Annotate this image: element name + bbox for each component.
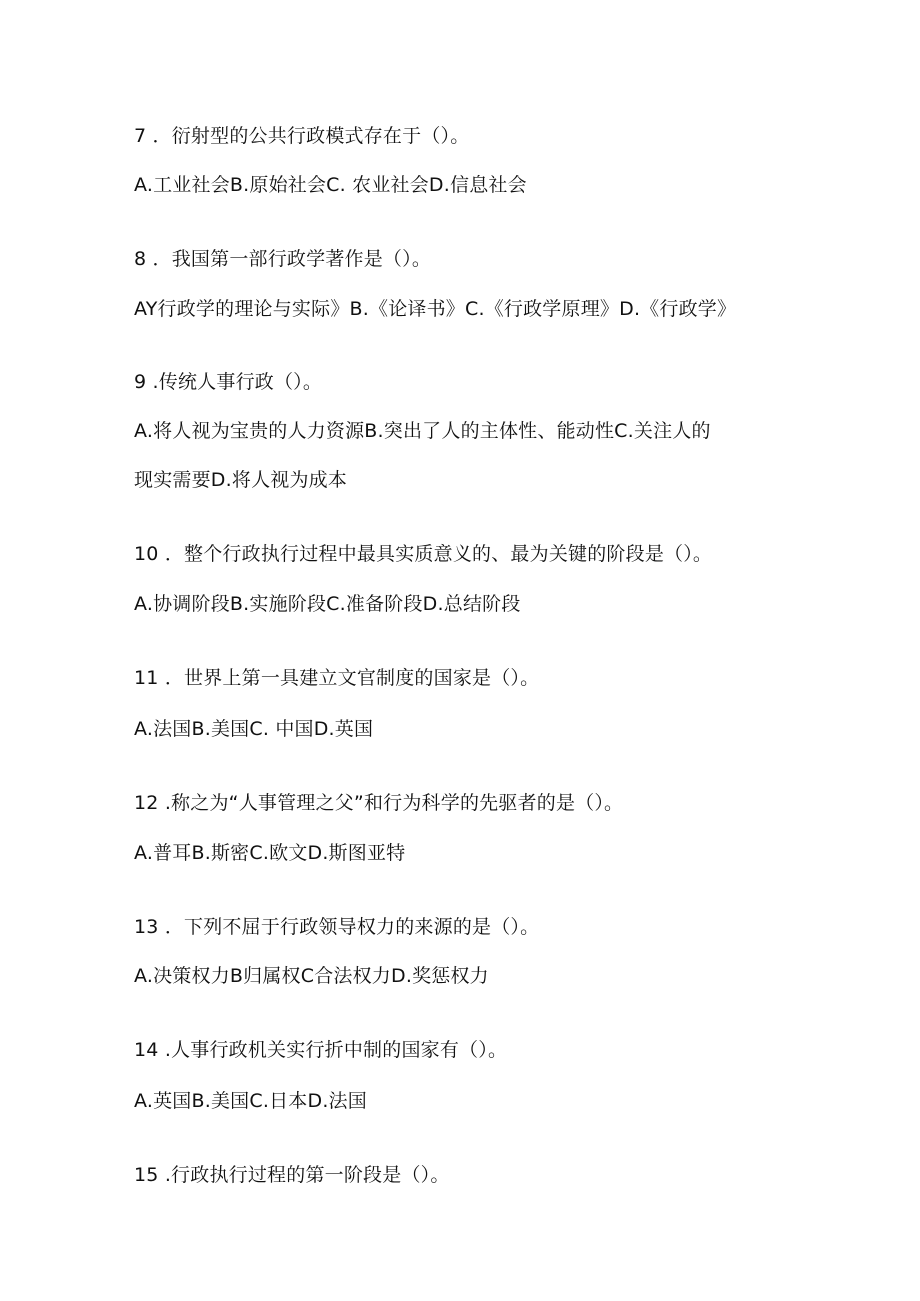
question-12-stem: 12 .称之为“人事管理之父”和行为科学的先驱者的是（）。: [134, 792, 624, 814]
question-7-stem: 7 ．衍射型的公共行政模式存在于（）。: [134, 125, 470, 147]
question-7-options: A.工业社会B.原始社会C. 农业社会D.信息社会: [134, 174, 527, 196]
question-13-options: A.决策权力B归属权C合法权力D.奖惩权力: [134, 965, 489, 987]
question-12-options: A.普耳B.斯密C.欧文D.斯图亚特: [134, 842, 406, 864]
question-9-stem: 9 .传统人事行政（）。: [134, 371, 323, 393]
question-9-options: A.将人视为宝贵的人力资源B.突出了人的主体性、能动性C.关注人的: [134, 420, 711, 442]
question-11-stem: 11 ．世界上第一具建立文官制度的国家是（）。: [134, 667, 540, 689]
question-8-options: AY行政学的理论与实际》B.《论译书》C.《行政学原理》D.《行政学》: [134, 298, 737, 320]
question-10-stem: 10 ．整个行政执行过程中最具实质意义的、最为关键的阶段是（）。: [134, 543, 713, 565]
question-15-stem: 15 .行政执行过程的第一阶段是（）。: [134, 1164, 450, 1186]
question-11-options: A.法国B.美国C. 中国D.英国: [134, 718, 374, 740]
question-14-stem: 14 .人事行政机关实行折中制的国家有（）。: [134, 1039, 508, 1061]
question-8-stem: 8 ．我国第一部行政学著作是（）。: [134, 248, 432, 270]
question-14-options: A.英国B.美国C.日本D.法国: [134, 1090, 367, 1112]
question-10-options: A.协调阶段B.实施阶段C.准备阶段D.总结阶段: [134, 593, 521, 615]
question-13-stem: 13 ．下列不屈于行政领导权力的来源的是（）。: [134, 916, 540, 938]
question-9-options-continued: 现实需要D.将人视为成本: [134, 469, 348, 491]
